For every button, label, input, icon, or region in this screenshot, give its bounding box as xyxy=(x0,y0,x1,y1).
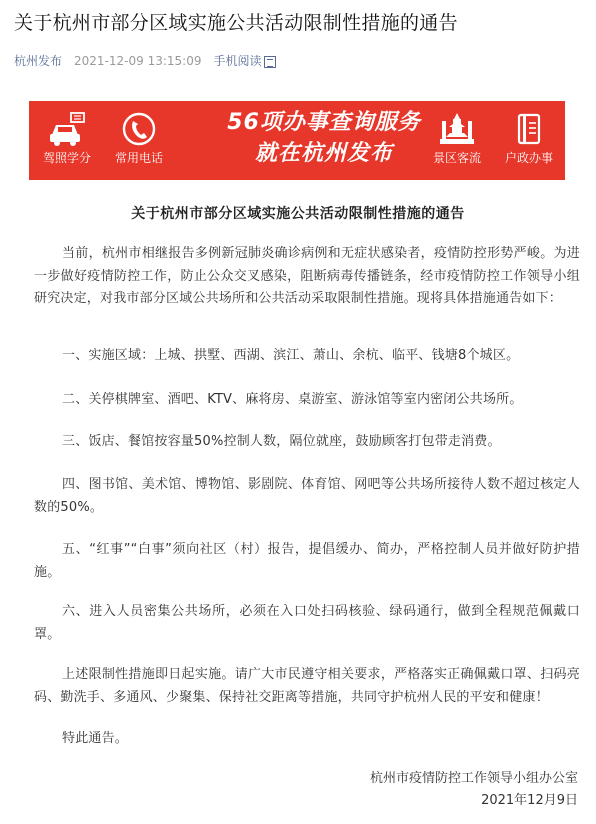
measure-item-2: 二、关停棋牌室、酒吧、KTV、麻将房、桌游室、游泳馆等室内密闭公共场所。 xyxy=(62,392,523,407)
publish-time: 2021-12-09 13:15:09 xyxy=(74,53,202,68)
banner-slogan xyxy=(209,107,439,175)
pagoda-icon xyxy=(437,111,477,147)
closing-paragraph: 上述限制性措施即日起实施。请广大市民遵守相关要求，严格落实正确佩戴口罩、扫码亮码、勤洗手、多通风、少聚集、保持社交距离等措施，共同守护杭州人民的平安和健康！ xyxy=(34,667,580,705)
banner-label: 景区客流 xyxy=(432,151,481,165)
account-name-link[interactable]: 杭州发布 xyxy=(14,54,63,68)
banner-label: 常用电话 xyxy=(114,151,163,165)
intro-paragraph: 当前，杭州市相继报告多例新冠肺炎确诊病例和无症状感染者，疫情防控形势严峻。为进一步做好疫情防控工作，防止公众交叉感染，阻断病毒传播链条，经市疫情防控工作领导小组研究决定，对我市部分区域公共场所和公共活动采取限制性措施。现将具体措施通告如下： xyxy=(34,246,580,306)
slogan-line1: 56项办事查询服务 xyxy=(227,110,421,135)
banner-item-household[interactable] xyxy=(499,101,559,180)
banner-label: 驾照学分 xyxy=(42,151,91,165)
banner-item-scenic-flow[interactable] xyxy=(427,101,487,180)
article-title: 关于杭州市部分区域实施公共活动限制性措施的通告 xyxy=(14,12,458,34)
measure-item-5: 五、“红事”“白事”须向社区（村）报告，提倡缓办、简办，严格控制人员并做好防护措施。 xyxy=(34,542,580,580)
banner-item-phone[interactable] xyxy=(109,101,169,180)
listen-icon[interactable] xyxy=(264,56,276,68)
banner-item-driving-points[interactable] xyxy=(37,101,97,180)
slogan-line2: 就在杭州发布 xyxy=(254,141,393,166)
measure-item-6: 六、进入人员密集公共场所，必须在入口处扫码核验、绿码通行，做到全程规范佩戴口罩。 xyxy=(34,604,580,642)
measure-item-4: 四、图书馆、美术馆、博物馆、影剧院、体育馆、网吧等公共场所接待人数不超过核定人数的50%。 xyxy=(34,477,580,515)
banner-label: 户政办事 xyxy=(504,151,553,165)
car-icon xyxy=(47,111,87,147)
measure-item-1: 一、实施区域：上城、拱墅、西湖、滨江、萧山、余杭、临平、钱塘8个城区。 xyxy=(62,348,520,363)
article-meta xyxy=(14,52,276,69)
service-banner[interactable] xyxy=(29,101,565,180)
signature-org: 杭州市疫情防控工作领导小组办公室 xyxy=(369,771,578,786)
notice-statement: 特此通告。 xyxy=(62,731,129,746)
read-aloud-link[interactable]: 手机阅读 xyxy=(213,54,262,68)
notice-heading: 关于杭州市部分区域实施公共活动限制性措施的通告 xyxy=(131,206,465,222)
booklet-icon xyxy=(509,111,549,147)
signature-date: 2021年12月9日 xyxy=(481,793,578,808)
measure-item-3: 三、饭店、餐馆按容量50%控制人数，隔位就座，鼓励顾客打包带走消费。 xyxy=(62,434,501,449)
phone-icon xyxy=(119,111,159,147)
